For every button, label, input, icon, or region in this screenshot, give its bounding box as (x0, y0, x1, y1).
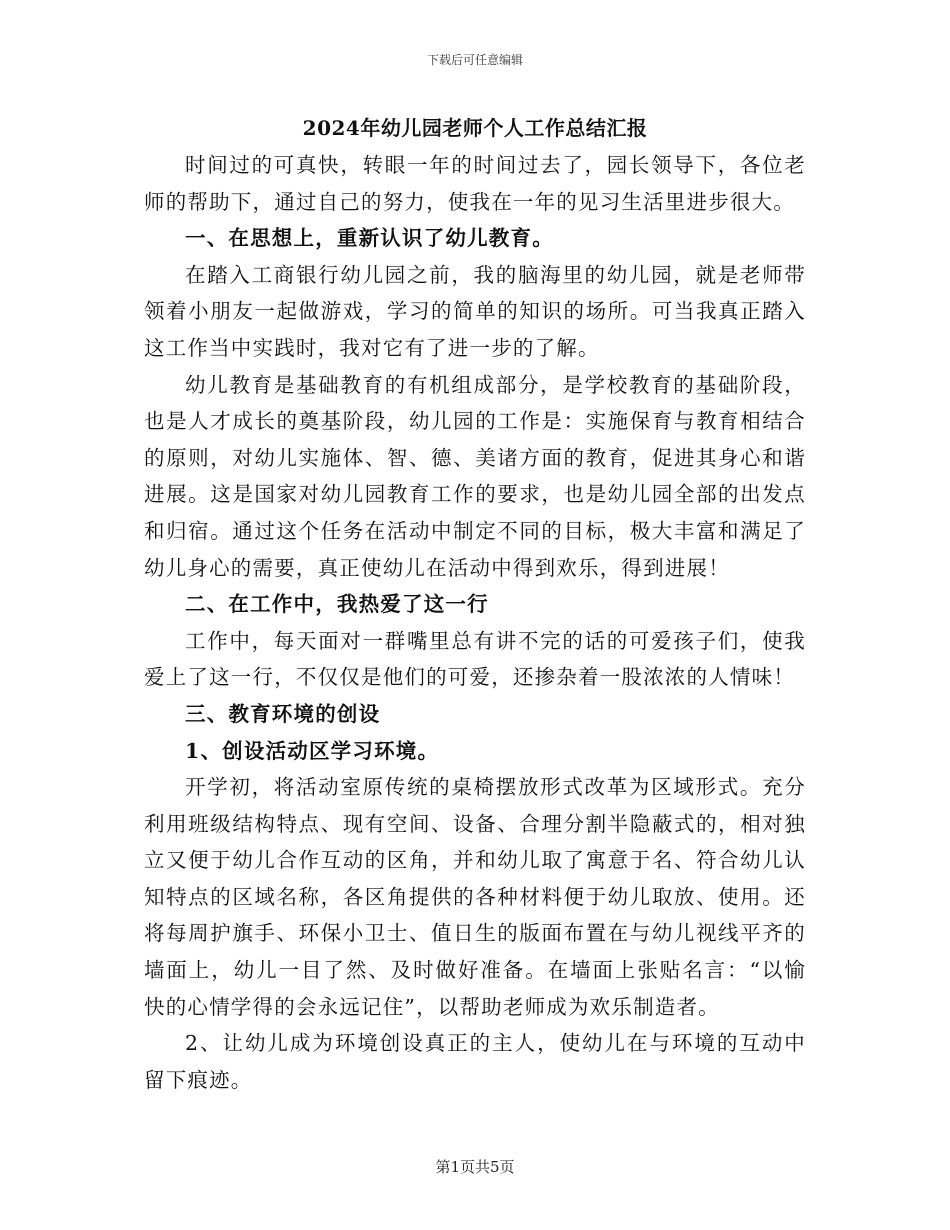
page-footer: 第1页共5页 (435, 1158, 515, 1176)
paragraph: 时间过的可真快，转眼一年的时间过去了，园长领导下，各位老师的帮助下，通过自己的努力，使我在一年的见习生活里进步很大。 (144, 153, 806, 214)
paragraph: 幼儿教育是基础教育的有机组成部分，是学校教育的基础阶段，也是人才成长的奠基阶段，幼儿园的工作是：实施保育与教育相结合的原则，对幼儿实施体、智、德、美诸方面的教育，促进其身心和谐进展。这是国家对幼儿园教育工作的要求，也是幼儿园全部的出发点和归宿。通过这个任务在活动中制定不同的目标，极大丰富和满足了幼儿身心的需要，真正使幼儿在活动中得到欢乐，得到进展！ (144, 372, 806, 580)
section-heading: 一、在思想上，重新认识了幼儿教育。 (185, 226, 554, 251)
document-body (144, 147, 806, 1098)
paragraph: 在踏入工商银行幼儿园之前，我的脑海里的幼儿园，就是老师带领着小朋友一起做游戏，学习的简单的知识的场所。可当我真正踏入这工作当中实践时，我对它有了进一步的了解。 (144, 262, 806, 360)
section-heading: 二、在工作中，我热爱了这一行 (185, 592, 489, 617)
paragraph: 2、让幼儿成为环境创设真正的主人，使幼儿在与环境的互动中留下痕迹。 (144, 1031, 806, 1092)
page-header: 下载后可任意编辑 (426, 53, 523, 67)
paragraph: 工作中，每天面对一群嘴里总有讲不完的话的可爱孩子们，使我爱上了这一行，不仅仅是他们的可爱，还掺杂着一股浓浓的人情味！ (144, 628, 806, 690)
section-heading: 三、教育环境的创设 (185, 701, 381, 726)
subsection-heading: 1、创设活动区学习环境。 (185, 738, 440, 763)
paragraph: 开学初，将活动室原传统的桌椅摆放形式改革为区域形式。充分利用班级结构特点、现有空间、设备、合理分割半隐蔽式的，相对独立又便于幼儿合作互动的区角，并和幼儿取了寓意于名、符合幼儿认知特点的区域名称，各区角提供的各种材料便于幼儿取放、使用。还将每周护旗手、环保小卫士、值日生的版面布置在与幼儿视线平齐的墙面上，幼儿一目了然、及时做好准备。在墙面上张贴名言：“以愉快的心情学得的会永远记住”，以帮助老师成为欢乐制造者。 (144, 775, 806, 1019)
document-title: 2024年幼儿园老师个人工作总结汇报 (302, 116, 648, 140)
